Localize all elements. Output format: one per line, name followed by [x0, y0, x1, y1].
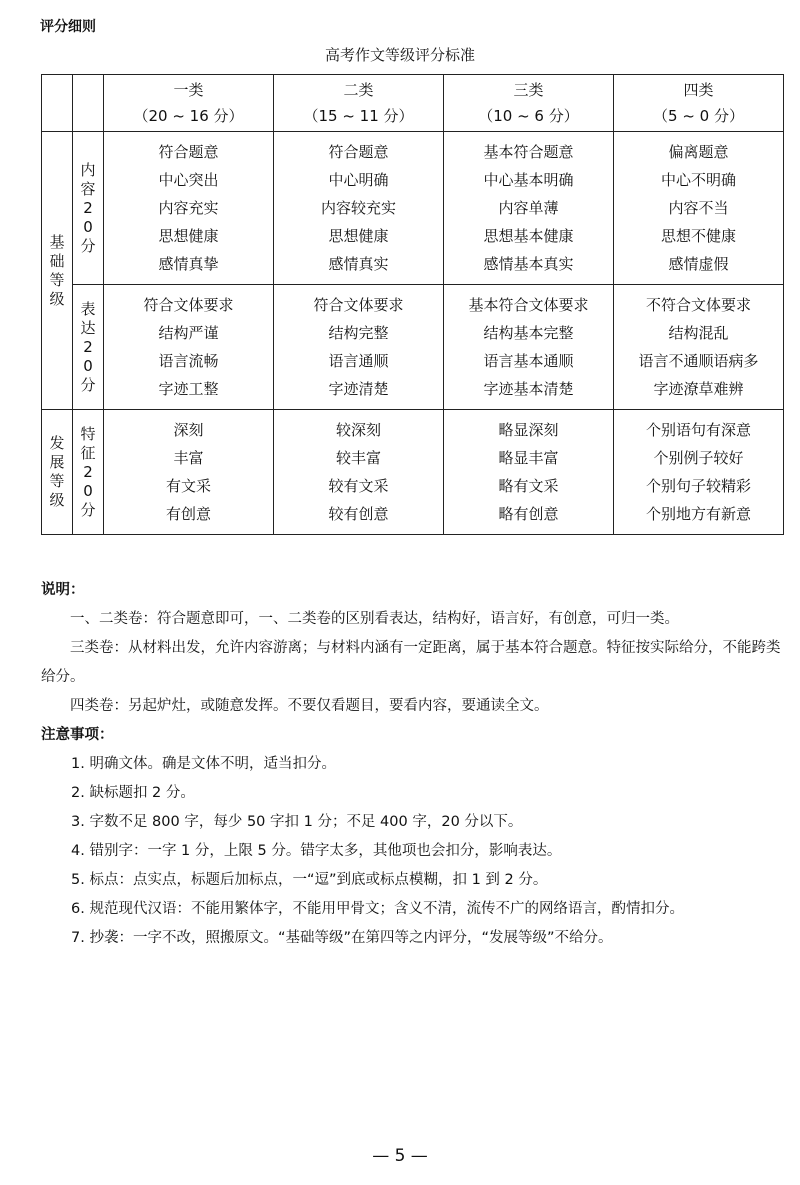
table-row — [42, 410, 784, 535]
cell-line: 内容不当 — [668, 199, 729, 217]
attention-item: 1. 明确文体。确是文体不明，适当扣分。 — [71, 756, 336, 772]
cell-line: 偏离题意 — [668, 143, 729, 161]
corner-cell — [73, 75, 104, 132]
cell-line: 有创意 — [165, 505, 211, 523]
cell-line: 结构严谨 — [158, 324, 219, 342]
table-cell — [444, 410, 614, 535]
cell-line: 思想健康 — [158, 227, 219, 245]
table-cell — [104, 410, 274, 535]
cell-line: 略有文采 — [498, 477, 559, 495]
attention-item: 6. 规范现代汉语：不能用繁体字，不能用甲骨文；含义不清，流传不广的网络语言，酌情扣分。 — [71, 901, 684, 917]
table-cell — [614, 285, 784, 410]
explain-paragraph: 四类卷：另起炉灶，或随意发挥。不要仅看题目，要看内容，要通读全文。 — [70, 698, 549, 714]
cell-line: 有文采 — [165, 477, 211, 495]
cell-line: 丰富 — [173, 449, 204, 467]
cell-line: 语言流畅 — [158, 352, 219, 370]
cell-line: 感情基本真实 — [483, 255, 574, 273]
row-label: 特征20分 — [80, 424, 96, 519]
row-label: 内容20分 — [80, 160, 96, 255]
attention-item: 5. 标点：点实点，标题后加标点，一“逗”到底或标点模糊，扣 1 到 2 分。 — [71, 872, 548, 888]
cell-line: 内容较充实 — [320, 199, 396, 217]
table-header-row — [42, 75, 784, 132]
column-name: 三类 — [513, 81, 544, 99]
column-range: （15 ~ 11 分） — [303, 107, 414, 125]
table-cell — [104, 285, 274, 410]
cell-line: 符合题意 — [158, 143, 219, 161]
table-cell — [444, 285, 614, 410]
column-header — [104, 75, 274, 132]
corner-cell — [42, 75, 73, 132]
section-title: 评分细则 — [40, 19, 96, 35]
cell-line: 符合题意 — [328, 143, 389, 161]
explain-heading: 说明： — [41, 582, 85, 598]
group-label: 发展等级 — [49, 434, 65, 509]
table-row — [42, 132, 784, 285]
column-range: （20 ~ 16 分） — [133, 107, 244, 125]
cell-line: 字迹清楚 — [328, 380, 389, 398]
table-cell — [274, 132, 444, 285]
cell-line: 字迹工整 — [158, 380, 219, 398]
cell-line: 较深刻 — [335, 421, 381, 439]
cell-line: 符合文体要求 — [143, 296, 234, 314]
table-cell — [614, 410, 784, 535]
cell-line: 结构完整 — [328, 324, 389, 342]
group-label-cell — [42, 132, 73, 410]
cell-line: 个别例子较好 — [653, 449, 744, 467]
column-range: （5 ~ 0 分） — [653, 107, 744, 125]
table-cell — [444, 132, 614, 285]
table-row — [42, 285, 784, 410]
attention-item: 3. 字数不足 800 字，每少 50 字扣 1 分；不足 400 字，20 分以下。 — [71, 814, 523, 830]
attention-item: 4. 错别字：一字 1 分，上限 5 分。错字太多，其他项也会扣分，影响表达。 — [71, 843, 562, 859]
cell-line: 中心突出 — [158, 171, 219, 189]
table-cell — [274, 410, 444, 535]
cell-line: 语言基本通顺 — [483, 352, 574, 370]
cell-line: 略有创意 — [498, 505, 559, 523]
cell-line: 内容单薄 — [498, 199, 559, 217]
cell-line: 个别语句有深意 — [645, 421, 751, 439]
column-header — [274, 75, 444, 132]
scoring-table — [41, 74, 784, 535]
group-label: 基础等级 — [49, 232, 65, 308]
cell-line: 感情真实 — [328, 255, 389, 273]
cell-line: 中心不明确 — [660, 171, 736, 189]
cell-line: 感情真挚 — [158, 255, 219, 273]
explain-paragraph: 一、二类卷：符合题意即可，一、二类卷的区别看表达，结构好，语言好，有创意，可归一类。 — [70, 611, 679, 627]
row-label-cell — [73, 132, 104, 285]
cell-line: 思想健康 — [328, 227, 389, 245]
explain-paragraph: 三类卷：从材料出发，允许内容游离；与材料内涵有一定距离，属于基本符合题意。特征按实际给分，不能跨类给分。 — [41, 640, 781, 685]
cell-line: 略显丰富 — [498, 449, 559, 467]
column-name: 四类 — [683, 81, 714, 99]
cell-line: 较有创意 — [328, 505, 389, 523]
cell-line: 较丰富 — [335, 449, 381, 467]
attention-heading: 注意事项： — [41, 727, 114, 743]
row-label-cell — [73, 285, 104, 410]
notes-section — [41, 576, 783, 953]
attention-item: 7. 抄袭：一字不改，照搬原文。“基础等级”在第四等之内评分，“发展等级”不给分。 — [71, 930, 613, 946]
cell-line: 语言不通顺语病多 — [638, 352, 759, 370]
cell-line: 字迹潦草难辨 — [653, 380, 744, 398]
cell-line: 个别句子较精彩 — [645, 477, 751, 495]
cell-line: 基本符合文体要求 — [468, 296, 589, 314]
table-cell — [274, 285, 444, 410]
table-cell — [104, 132, 274, 285]
cell-line: 中心基本明确 — [483, 171, 574, 189]
cell-line: 结构混乱 — [668, 324, 729, 342]
column-header — [444, 75, 614, 132]
column-name: 一类 — [173, 81, 204, 99]
cell-line: 内容充实 — [158, 199, 219, 217]
column-range: （10 ~ 6 分） — [478, 107, 579, 125]
cell-line: 结构基本完整 — [483, 324, 574, 342]
cell-line: 略显深刻 — [498, 421, 559, 439]
cell-line: 字迹基本清楚 — [483, 380, 574, 398]
page-number: — 5 — — [372, 1146, 428, 1166]
table-title: 高考作文等级评分标准 — [324, 46, 475, 64]
cell-line: 符合文体要求 — [313, 296, 404, 314]
cell-line: 思想基本健康 — [483, 227, 574, 245]
cell-line: 较有文采 — [328, 477, 389, 495]
cell-line: 个别地方有新意 — [645, 505, 751, 523]
row-label-cell — [73, 410, 104, 535]
cell-line: 深刻 — [173, 421, 204, 439]
cell-line: 基本符合题意 — [483, 143, 574, 161]
cell-line: 不符合文体要求 — [645, 296, 751, 314]
group-label-cell — [42, 410, 73, 535]
table-cell — [614, 132, 784, 285]
cell-line: 思想不健康 — [660, 227, 736, 245]
column-header — [614, 75, 784, 132]
row-label: 表达20分 — [80, 299, 96, 394]
column-name: 二类 — [343, 81, 374, 99]
cell-line: 感情虚假 — [668, 255, 729, 273]
attention-item: 2. 缺标题扣 2 分。 — [71, 785, 195, 801]
cell-line: 中心明确 — [328, 171, 389, 189]
cell-line: 语言通顺 — [328, 352, 389, 370]
